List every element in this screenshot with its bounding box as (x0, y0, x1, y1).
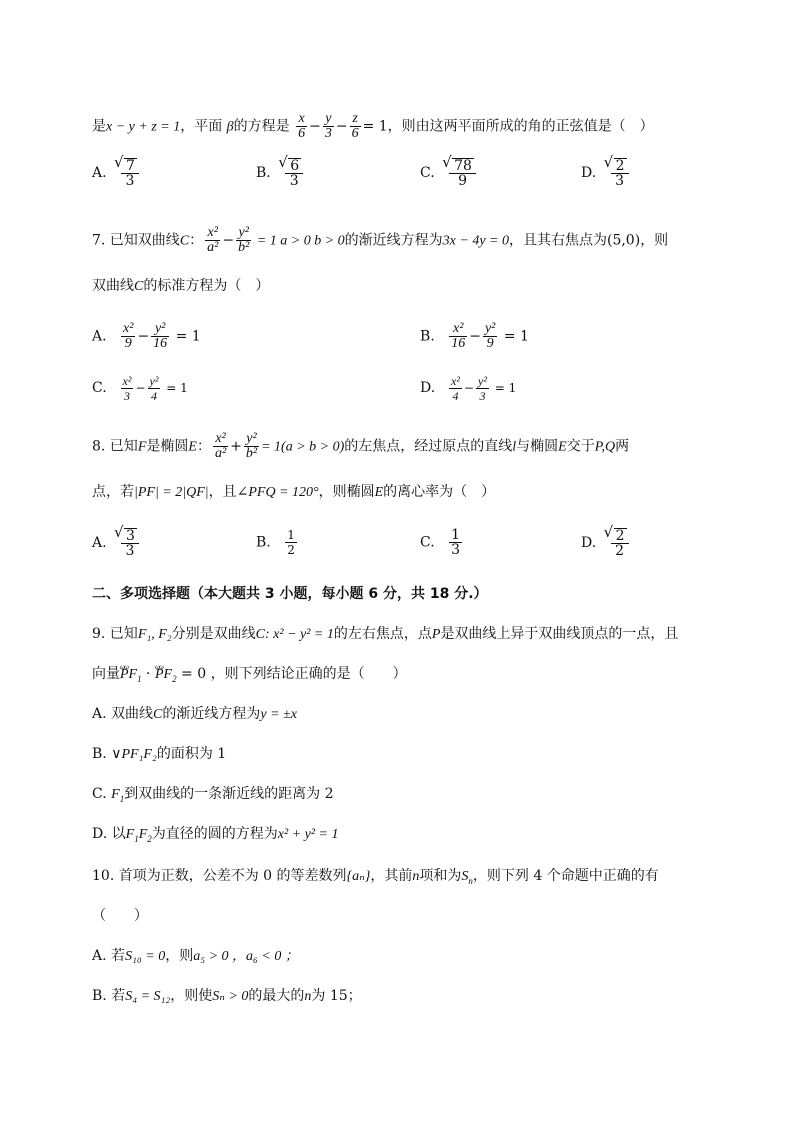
option-label: A. (92, 165, 107, 181)
q7-stem-line1: 7. 已知双曲线C： $\frac{\text{x²}}{\text{a²}}$ − $\frac{\text{y²}}{\text{b²}}$ = 1 a > 0 b > 0的渐近线方程为3x − 4y = 0，且其右焦点为(5,0)，则 (92, 225, 669, 255)
section-heading: 二、多项选择题（本大题共 3 小题，每小题 6 分，共 18 分.） (92, 586, 488, 602)
sqrt-radicand: √ 7 (124, 158, 137, 173)
option-label: D. (420, 380, 436, 396)
q7-option-c[interactable]: C. $\frac{\text{x²}}{3}$ − $\frac{\text{y²}}{4}$ = 1 (92, 374, 188, 403)
option-math: Sₙ > 0 (212, 989, 249, 1004)
option-fraction (449, 158, 476, 188)
option-math: ∨PF₁F₂ (111, 747, 157, 762)
q6-option-b[interactable] (256, 158, 305, 188)
q9-foci: F₁, F₂ (137, 627, 172, 642)
option-fraction (121, 158, 139, 188)
option-text: 的最大的 (248, 988, 305, 1004)
option-text: ，则 (165, 948, 194, 964)
vector-pf2: ωω $PF_2$ (155, 665, 177, 689)
q6-frac-z: $\frac{z}{6}$ (351, 111, 359, 141)
q8-text: 与椭圆 (516, 438, 559, 455)
q8-text: 点，若 (92, 484, 134, 500)
q6-text: 是 (92, 118, 106, 135)
q9-text: 分别是双曲线 (171, 626, 256, 642)
q9-text: 是双曲线上异于双曲线顶点的一点，且 (440, 626, 679, 642)
option-text: 的面积为 1 (156, 746, 227, 762)
q9-option-b[interactable] (92, 744, 734, 765)
q8-text: 的左焦点，经过原点的直线 (344, 438, 513, 455)
option-label: D. (581, 535, 597, 551)
q7-text: ，且其右焦点为 (508, 232, 607, 249)
option-fraction: $\frac{1}{2}$ (287, 528, 295, 557)
q8-text: ，则椭圆 (318, 484, 375, 500)
q6-option-c[interactable] (420, 158, 478, 188)
option-frac-x: $\frac{\text{x²}}{9}$ (123, 321, 134, 351)
q6-text: 的方程是 (233, 118, 290, 135)
option-label: D. (581, 165, 597, 181)
option-label: B. (256, 534, 271, 551)
vector-pf1: ωω $PF_1$ (120, 665, 142, 689)
q7-focus: (5,0) (606, 232, 641, 249)
q7-stem-line2: 双曲线C的标准方程为（ ） (92, 278, 270, 294)
q6-frac-x: $\frac{x}{6}$ (298, 111, 306, 141)
q8-text: 的离心率为（ ） (383, 484, 496, 500)
option-frac-y: $\frac{\text{y²}}{16}$ (153, 321, 168, 351)
q8-stem-line2: 点，若|PF| = 2|QF|，且∠PFQ = 120°，则椭圆E的离心率为（ ） (92, 484, 496, 500)
option-frac-x: $\frac{\text{x²}}{16}$ (451, 321, 466, 351)
q9-option-c[interactable]: C. $F_1$到双曲线的一条渐近线的距离为 2 (92, 786, 334, 804)
option-text: C. (92, 786, 112, 802)
q7-condition: a > 0 b > 0 (280, 233, 345, 249)
sqrt-radicand: √ 6 (288, 158, 301, 173)
q10-sequence: {aₙ} (346, 869, 371, 884)
q10-text: ，其前 (370, 868, 413, 884)
option-math: x² + y² = 1 (277, 827, 339, 842)
q8-text: ，且 (208, 484, 237, 500)
q8-condition: |PF| = 2|QF| (134, 485, 209, 500)
q7-option-a[interactable]: A. $\frac{\text{x²}}{9}$ − $\frac{\text{y²}}{16}$ = 1 (92, 321, 201, 351)
option-label: C. (420, 534, 435, 551)
q9-text: 9. 已知 (92, 626, 138, 642)
q6-plane-eq: x − y + z = 1 (106, 119, 181, 135)
option-fraction: √ $\frac{3}{3}$ (121, 528, 139, 558)
option-frac-y: $\frac{\text{y²}}{3}$ (478, 374, 487, 403)
q9-text: 的左右焦点，点 (333, 626, 432, 642)
q6-text: = 1，则由这两平面所成的角的正弦值是（ ） (362, 118, 654, 135)
option-label: B. (420, 328, 435, 345)
option-text: A. 双曲线 (92, 706, 154, 722)
q7-option-b[interactable]: B. $\frac{\text{x²}}{16}$ − $\frac{\text{y²}}{9}$ = 1 (420, 321, 529, 351)
q8-frac-x: $\frac{\text{x²}}{\text{a²}}$ (214, 431, 227, 461)
q10-stem-line1: 10. 首项为正数，公差不为 0 的等差数列{aₙ}，其前n项和为$S_n$，则下列 4 个命题中正确的有 (92, 868, 659, 886)
q8-text: 8. 已知 (92, 438, 138, 455)
q8-text: 是椭圆 (146, 438, 189, 455)
q7-text: 双曲线 (92, 278, 134, 294)
q10-text: ，则下列 4 个命题中正确的有 (472, 868, 659, 884)
q8-frac-y: $\frac{\text{y²}}{\text{b²}}$ (245, 431, 258, 461)
q8-option-a[interactable] (92, 528, 141, 558)
q8-option-c[interactable] (420, 528, 464, 557)
option-frac-y: $\frac{\text{y²}}{9}$ (484, 321, 496, 351)
option-math: y = ±x (260, 707, 297, 722)
option-text: 为直径的圆的方程为 (151, 826, 278, 842)
option-math: a₅ > 0 ，a₆ < 0 ； (193, 949, 299, 964)
option-text: A. 若 (92, 948, 126, 964)
option-fraction: $\frac{1}{3}$ (451, 527, 461, 558)
q9-text: = 0 ，则下列结论正确的是（ ） (181, 666, 407, 682)
option-label: B. (256, 165, 271, 181)
q7-text: 7. 已知双曲线 (92, 232, 180, 249)
q7-text: ，则 (640, 232, 669, 249)
sqrt-radicand: √ 78 (452, 158, 474, 173)
q10-text: 项和为 (419, 868, 462, 884)
q10-option-a[interactable] (92, 946, 734, 967)
q7-frac-x: $\frac{\text{x²}}{\text{a²}}$ (207, 225, 219, 255)
q8-option-b[interactable] (256, 528, 299, 557)
q6-frac-y: $\frac{y}{3}$ (324, 111, 332, 141)
q10-text: 10. 首项为正数，公差不为 0 的等差数列 (92, 868, 347, 884)
option-text: 的渐近线方程为 (162, 706, 261, 722)
option-fraction (611, 158, 629, 188)
q7-option-d[interactable]: D. $\frac{\text{x²}}{4}$ − $\frac{\text{y²}}{3}$ = 1 (420, 374, 517, 403)
option-text: D. 以 (92, 826, 126, 842)
option-math: S₄ = S₁₂ (125, 989, 171, 1004)
denominator: 9 (458, 173, 467, 189)
q7-text: 的渐近线方程为 (344, 232, 443, 249)
q10-stem-line2: （ ） (92, 908, 148, 924)
option-text: B. (92, 746, 112, 762)
denominator: 3 (289, 173, 299, 189)
q7-asymptote: 3x − 4y = 0 (442, 233, 509, 249)
option-fraction: √ $\frac{2}{2}$ (611, 528, 629, 558)
option-label: C. (420, 165, 435, 181)
q8-condition: ∠PFQ = 120° (236, 485, 319, 500)
q8-condition: = 1(a > b > 0) (261, 439, 345, 455)
sqrt-radicand: √ 2 (614, 158, 627, 173)
option-frac-x: $\frac{\text{x²}}{4}$ (451, 374, 460, 403)
q9-stem-line1: 9. 已知F₁, F₂分别是双曲线C: x² − y² = 1的左右焦点，点P是双曲线上异于双曲线顶点的一点，且 (92, 626, 679, 642)
q8-text: 两 (615, 438, 630, 455)
q8-stem-line1: 8. 已知F是椭圆E： $\frac{\text{x²}}{\text{a²}}$ + $\frac{\text{y²}}{\text{b²}}$ = 1(a > b > 0)的左焦点，经过原点的直线l与椭圆E交于P,Q两 (92, 431, 630, 461)
q6-stem: 是x − y + z = 1，平面 β的方程是 $\frac{x}{6}$ − $\frac{y}{3}$ − $\frac{z}{6}$ = 1，则由这两平面所成的角的正弦值是（ ） (92, 111, 654, 141)
denominator: 3 (125, 173, 135, 189)
q9-option-a[interactable]: A. 双曲线C的渐近线方程为y = ±x (92, 706, 297, 722)
option-text: 为 15； (311, 988, 362, 1004)
q6-option-d[interactable] (581, 158, 631, 188)
q9-curve: C: x² − y² = 1 (255, 627, 334, 642)
q8-points: P,Q (594, 439, 616, 455)
denominator: 3 (615, 173, 625, 189)
option-label: A. (92, 328, 107, 345)
q6-option-a[interactable] (92, 158, 141, 188)
q9-option-d[interactable]: D. 以$F_1F_2$为直径的圆的方程为x² + y² = 1 (92, 826, 339, 844)
q8-option-d[interactable] (581, 528, 631, 558)
option-text: ，则使 (170, 988, 213, 1004)
q7-text: 的标准方程为（ ） (143, 278, 270, 294)
option-text: B. 若 (92, 988, 126, 1004)
q7-frac-y: $\frac{\text{y²}}{\text{b²}}$ (238, 225, 250, 255)
option-label: C. (92, 380, 107, 396)
option-text: 到双曲线的一条渐近线的距离为 2 (124, 786, 334, 802)
option-label: A. (92, 535, 107, 551)
option-frac-y: $\frac{\text{y²}}{4}$ (149, 374, 159, 403)
option-fraction (285, 158, 303, 188)
q10-option-b[interactable]: B. 若S₄ = S₁₂，则使Sₙ > 0的最大的n为 15； (92, 988, 362, 1004)
option-frac-x: $\frac{\text{x²}}{3}$ (122, 374, 132, 403)
q6-text: ，平面 (180, 118, 223, 135)
q6-beta: β (226, 119, 234, 135)
q9-stem-line2: 向量ωω $PF_1 \cdot \omega\omega$ $PF_2 = 0$ ，则下列结论正确的是（ ） (92, 664, 734, 689)
option-math: S₁₀ = 0 (125, 949, 166, 964)
q8-text: 交于 (566, 438, 595, 455)
q9-text: 向量 (92, 666, 120, 682)
